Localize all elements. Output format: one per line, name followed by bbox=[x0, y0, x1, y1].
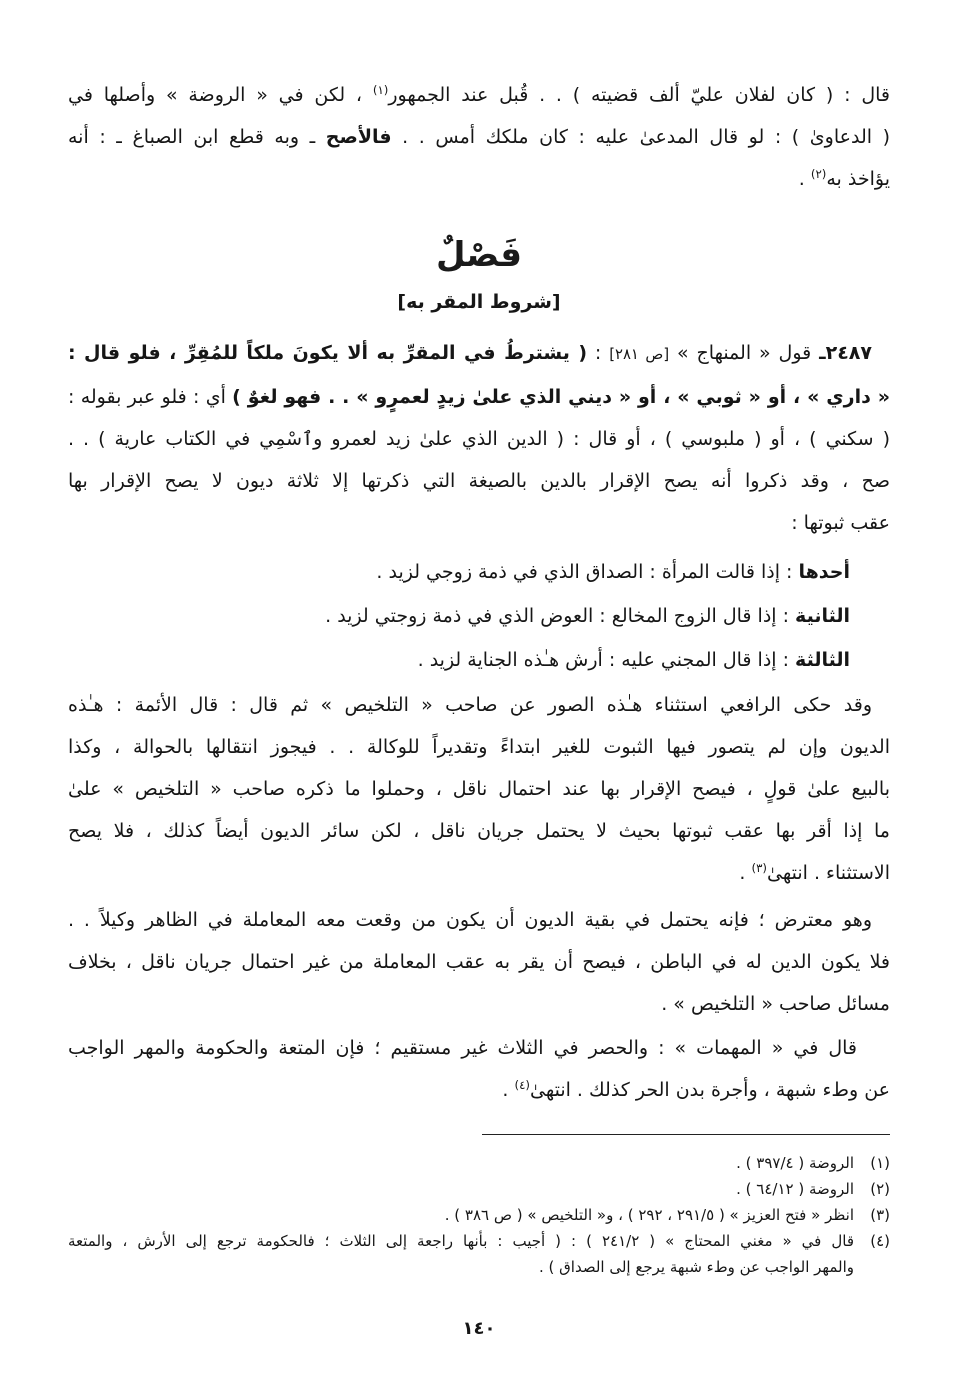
footnote-number: (٤) bbox=[870, 1232, 890, 1250]
text-line bbox=[68, 1176, 854, 1202]
text-line bbox=[68, 116, 890, 158]
footnote-text bbox=[68, 1176, 854, 1202]
text-run: وهو معترض ؛ فإنه يحتمل في بقية الديون أن يكون من وقعت معه المعاملة في الظاهر وكيلاً . . bbox=[68, 909, 872, 931]
text-line bbox=[68, 332, 890, 376]
page-number: ١٤٠ bbox=[462, 1318, 496, 1339]
text-run: قول « المنهاج » bbox=[669, 342, 820, 364]
text-run: ما إذا أقر بها عقب ثبوتها بحيث لا يحتمل جريان ناقل ، لكن سائر الديون أيضاً كذلك ، فلا يصح bbox=[68, 820, 890, 842]
list-item bbox=[68, 638, 890, 682]
text-run: الديون وإن لم يتصور فيها الثبوت للغير ابتداءً وتقديراً للوكالة . . فيجوز انتقالها بالحوالة ، وكذا bbox=[68, 736, 890, 758]
text-run: أي : فلو عبر بقوله : bbox=[68, 386, 233, 408]
text-run: . bbox=[798, 168, 811, 190]
text-line bbox=[68, 158, 890, 200]
text-line bbox=[68, 1150, 854, 1176]
text-line bbox=[68, 726, 890, 768]
text-run: يؤاخذ به bbox=[826, 168, 890, 190]
text-line bbox=[68, 684, 890, 726]
text-run: : إذا قال المجني عليه : أرش هـٰذه الجناية لزيد . bbox=[417, 649, 796, 671]
text-run: وقد حكى الرافعي استثناء هـٰذه الصور عن صاحب « التلخيص » ثم قال : قال الأئمة : هـٰذه bbox=[68, 694, 872, 716]
bold-text: « داري » ، أو « ثوبي » ، أو « ديني الذي علىٰ زيدٍ لعمرٍو » . . فهو لغوٌ ) bbox=[232, 386, 890, 408]
text-line bbox=[68, 1254, 854, 1280]
text-line bbox=[68, 1027, 890, 1069]
footnotes bbox=[68, 1150, 890, 1280]
text-run: الروضة ( ٣٩٧/٤ ) . bbox=[736, 1154, 854, 1172]
text-run: ، لكن في « الروضة » وأصلها في bbox=[68, 84, 373, 106]
footnote bbox=[68, 1150, 890, 1176]
section-subtitle: [شروط المقر به] bbox=[397, 291, 561, 313]
text-line bbox=[68, 550, 890, 594]
text-run: : إذا قالت المرأة : الصداق الذي في ذمة زوجي لزيد . bbox=[376, 561, 799, 583]
text-run: عن وطء شبهة ، وأجرة بدن الحر كذلك . انتهىٰ bbox=[530, 1079, 890, 1101]
bold-text: الثالثة bbox=[795, 649, 850, 671]
text-run: ـ وبه قطع ابن الصباغ ـ : أنه bbox=[68, 126, 326, 148]
paragraph-2487 bbox=[68, 332, 890, 544]
paragraph-rafii bbox=[68, 684, 890, 894]
text-line bbox=[68, 1202, 854, 1228]
footnote-marker: (٤) bbox=[514, 1077, 530, 1092]
text-run: الروضة ( ٦٤/١٢ ) . bbox=[736, 1180, 854, 1198]
footnote-marker: (٣) bbox=[751, 860, 768, 875]
text-run: بالبيع علىٰ قولٍ ، فيصح الإقرار بها عند احتمال ناقل ، وحملوا ما ذكره صاحب « التلخيص » علىٰ bbox=[68, 778, 890, 800]
text-line bbox=[68, 502, 890, 544]
text-line bbox=[68, 418, 890, 460]
text-run: صح ، وقد ذكروا أنه يصح الإقرار بالدين بالصيغة التي ذكرتها إلا ثلاثة ديون لا يصح الإقرار بها bbox=[68, 470, 890, 492]
paragraph-muhimmat bbox=[68, 1027, 890, 1111]
text-run: قال : ( كان لفلان عليّ ألف قضيته ) . . قُبل عند الجمهور bbox=[388, 84, 890, 106]
text-run: ( سكني ) ، أو ( ملبوسي ) ، أو قال : ( الدين الذي علىٰ زيد لعمرو وٱسْمِي في الكتاب عارية ) . . bbox=[68, 428, 890, 450]
list-item bbox=[68, 550, 890, 594]
bold-text: فالأصح bbox=[325, 126, 392, 148]
text-run: والمهر الواجب عن وطء شبهة يرجع إلى الصداق ) . bbox=[539, 1258, 854, 1276]
footnote-number: (٣) bbox=[870, 1206, 890, 1224]
section-heading-fasl: فَصْلٌ bbox=[435, 235, 523, 275]
paragraph-objection bbox=[68, 899, 890, 1025]
footnote-divider bbox=[482, 1134, 890, 1135]
bold-text: الثانية bbox=[795, 605, 850, 627]
text-run: . bbox=[502, 1079, 515, 1101]
text-line bbox=[68, 768, 890, 810]
footnote-number: (١) bbox=[870, 1154, 890, 1172]
text-line bbox=[68, 852, 890, 894]
text-run: عقب ثبوتها : bbox=[791, 512, 890, 534]
text-line bbox=[68, 983, 890, 1025]
text-run: الاستثناء . انتهىٰ bbox=[767, 862, 890, 884]
text-line bbox=[68, 1069, 890, 1111]
text-run: فلا يكون الدين له في الباطن ، فيصح أن يقر به عقب المعاملة من غير احتمال جريان ناقل ، بخلاف bbox=[68, 951, 890, 973]
bold-text: ( يشترطُ في المقرِّ به ألا يكونَ ملكاً للمُقِرِّ ، فلو قال : bbox=[68, 342, 588, 364]
text-line bbox=[68, 899, 890, 941]
footnote-number: (٢) bbox=[870, 1180, 890, 1198]
footnote-text bbox=[68, 1202, 854, 1228]
text-run: قال في « مغني المحتاج » ( ٢٤١/٢ ) : ( أجيب : بأنها راجعة إلى الثلاث ؛ فالحكومة ترجع إلى الأرش ، والمتعة bbox=[68, 1232, 854, 1250]
text-run: : إذا قال الزوج المخالع : العوض الذي في ذمة زوجتي لزيد . bbox=[325, 605, 796, 627]
paragraph-intro bbox=[68, 74, 890, 200]
text-line bbox=[68, 460, 890, 502]
text-run: مسائل صاحب « التلخيص » . bbox=[661, 993, 890, 1015]
text-run: ( الدعاوىٰ ) : لو قال المدعىٰ عليه : كان ملكك أمس . . bbox=[391, 126, 890, 148]
text-run: : bbox=[587, 342, 610, 364]
text-run: انظر « فتح العزيز » ( ٢٩١/٥ ، ٢٩٢ ) ، و« التلخيص » ( ص ٣٨٦ ) . bbox=[444, 1206, 854, 1224]
text-line bbox=[68, 74, 890, 116]
text-run: قال في « المهمات » : والحصر في الثلاث غير مستقيم ؛ فإن المتعة والحكومة والمهر الواجب bbox=[68, 1037, 857, 1059]
footnote bbox=[68, 1228, 890, 1280]
text-run: [ص ٢٨١] bbox=[609, 346, 670, 363]
text-line bbox=[68, 638, 890, 682]
footnote-marker: (١) bbox=[372, 82, 389, 97]
text-run: . bbox=[739, 862, 752, 884]
bold-text: أحدها bbox=[798, 561, 850, 583]
text-line bbox=[68, 594, 890, 638]
text-line bbox=[68, 376, 890, 418]
footnote bbox=[68, 1202, 890, 1228]
footnote-text bbox=[68, 1150, 854, 1176]
footnote bbox=[68, 1176, 890, 1202]
text-line bbox=[68, 941, 890, 983]
footnote-text bbox=[68, 1228, 854, 1280]
text-line bbox=[68, 1228, 854, 1254]
text-line bbox=[68, 810, 890, 852]
bold-text: ٢٤٨٧ـ bbox=[819, 342, 872, 364]
list-item bbox=[68, 594, 890, 638]
exceptions-list bbox=[68, 550, 890, 682]
footnote-marker: (٢) bbox=[810, 166, 827, 181]
